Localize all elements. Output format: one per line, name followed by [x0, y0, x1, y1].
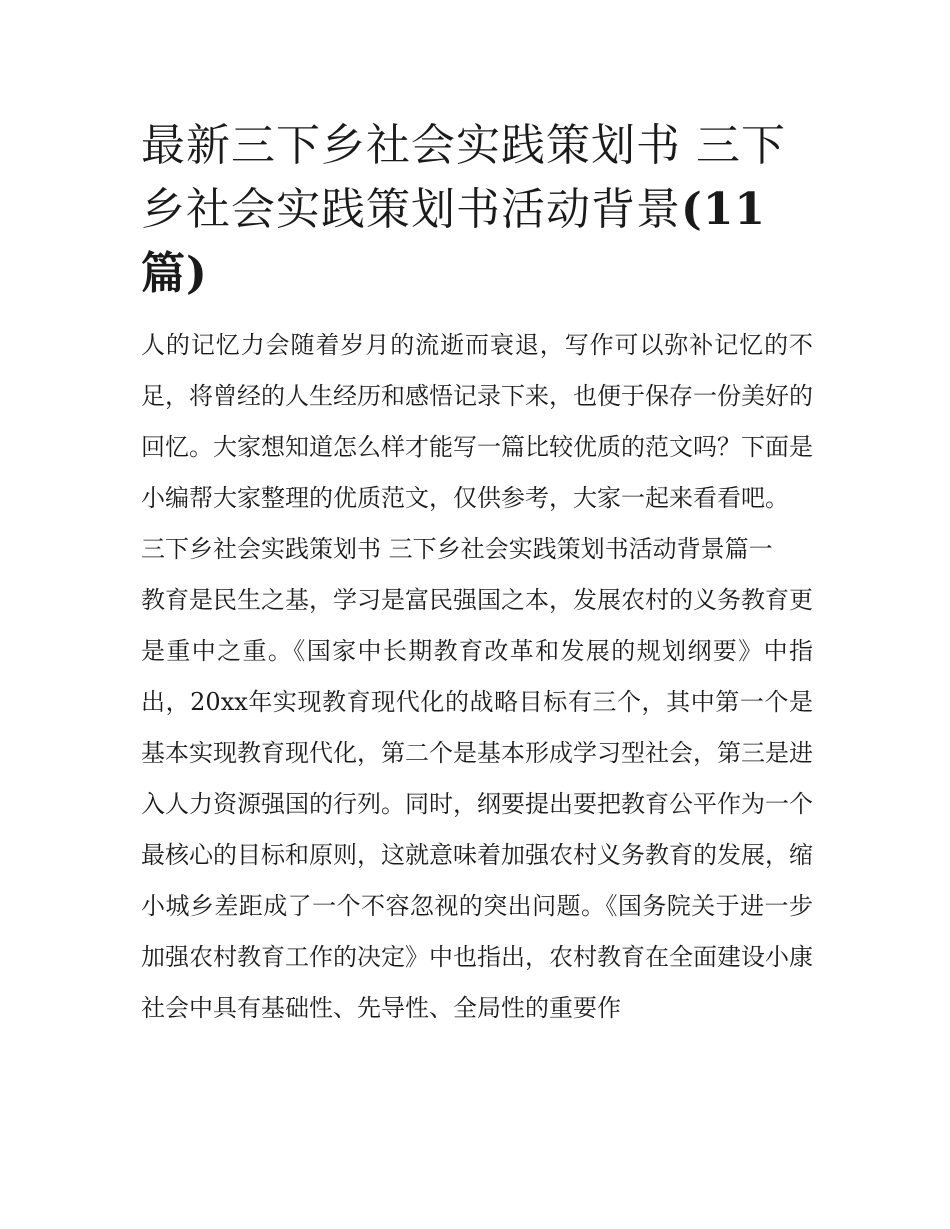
document-title [141, 114, 813, 306]
document-content [141, 114, 813, 1034]
body-paragraph: 教育是民生之基，学习是富民强国之本，发展农村的义务教育更是重中之重。《国家中长期教育改革和发展的规划纲要》中指出，20xx年实现教育现代化的战略目标有三个，其中第一个是基本实现教育现代化，第二个是基本形成学习型社会，第三是进入人力资源强国的行列。同时，纲要提出要把教育公平作为一个最核心的目标和原则，这就意味着加强农村义务教育的发展，缩小城乡差距成了一个不容忽视的突出问题。《国务院关于进一步加强农村教育工作的决定》中也指出，农村教育在全面建设小康社会中具有基础性、先导性、全局性的重要作 [141, 586, 813, 1022]
title-text: 最新三下乡社会实践策划书 三下乡社会实践策划书活动背景 [141, 120, 786, 235]
intro-paragraph: 人的记忆力会随着岁月的流逝而衰退，写作可以弥补记忆的不足，将曾经的人生经历和感悟记录下来，也便于保存一份美好的回忆。大家想知道怎么样才能写一篇比较优质的范文吗？下面是小编帮大家整理的优质范文，仅供参考，大家一起来看看吧。 [141, 331, 813, 512]
section-heading: 三下乡社会实践策划书 三下乡社会实践策划书活动背景篇一 [141, 535, 773, 563]
title-count: (11篇) [141, 184, 767, 299]
